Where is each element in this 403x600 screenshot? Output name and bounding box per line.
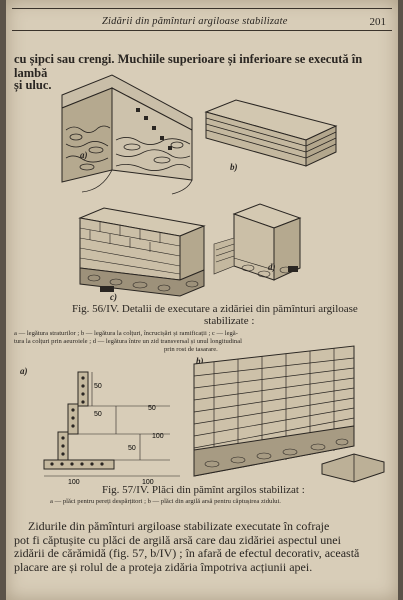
header-rule <box>12 30 392 31</box>
figure-57-legend-line-1: a — plăci pentru pereți despărțitori ; b — plăci din argilă arsă pentru căptușirea zidului. <box>50 498 281 505</box>
figure-56d-label: d) <box>268 262 276 272</box>
figure-56-caption-title-2: stabilizate : <box>204 315 255 327</box>
body-line-4: placare are și rolul de a proteja zidăria împotriva acțiunii apei. <box>14 559 313 574</box>
body-line-3: zidării de cărămidă (fig. 57, b/IV) ; în afară de efectul decorativ, această <box>14 546 360 560</box>
figure-57-caption: Fig. 57/IV. Plăci din pămînt argilos stabilizat : <box>102 484 305 496</box>
figure-56-caption-title: Fig. 56/IV. Detalii de executare a zidăriei din pămînturi argiloase <box>72 303 358 315</box>
dimension-label: 100 <box>142 479 154 486</box>
intro-line-1: cu șipci sau crengi. Muchiile superioare și inferioare se execută în lambă <box>14 52 363 80</box>
book-page <box>6 0 398 600</box>
figure-56-caption <box>72 303 392 327</box>
intro-line-2: și uluc. <box>14 78 52 92</box>
header-top-rule <box>12 8 392 9</box>
figure-56-legend-line-3: prin rost de tasarare. <box>164 346 218 353</box>
figure-56c-label: c) <box>110 292 117 302</box>
dimension-label: 100 <box>68 479 80 486</box>
figure-56-legend-line-1: a — legătura straturilor ; b — legătura la colțuri, încrucișări și ramificații ; c — legă- <box>14 330 238 337</box>
page-number: 201 <box>369 16 386 28</box>
dimension-label: 50 <box>148 405 156 412</box>
figure-56d-illustration <box>214 204 309 284</box>
dimension-label: 100 <box>152 433 164 440</box>
figure-57b-label: b) <box>196 356 204 366</box>
body-line-1: Zidurile din pămînturi argiloase stabilizate executate în cofraje <box>28 519 330 533</box>
figure-57a-illustration <box>30 360 190 485</box>
dimension-label: 50 <box>94 411 102 418</box>
body-paragraph <box>14 520 386 574</box>
figure-57b-illustration <box>194 346 394 486</box>
figure-57-legend <box>50 498 390 506</box>
dimension-label: 50 <box>94 383 102 390</box>
figure-57a-label: a) <box>20 366 28 376</box>
figure-56b-label: b) <box>230 162 238 172</box>
dimension-label: 50 <box>128 445 136 452</box>
figure-56c-illustration <box>80 208 210 298</box>
page-header <box>6 0 398 40</box>
figure-56b-illustration <box>206 100 341 170</box>
figure-56a-illustration <box>52 70 202 195</box>
running-title: Zidării din pămînturi argiloase stabilizate <box>102 16 288 27</box>
figure-56-legend-line-2: tura la colțuri prin aeuroiele ; d — legătura între un zid transversal și unul longitudinal <box>14 338 242 345</box>
figure-56a-label: a) <box>80 150 88 160</box>
body-line-2: pot fi căptușite cu plăci de argilă arsă care dau zidăriei aspectul unei <box>14 532 341 547</box>
